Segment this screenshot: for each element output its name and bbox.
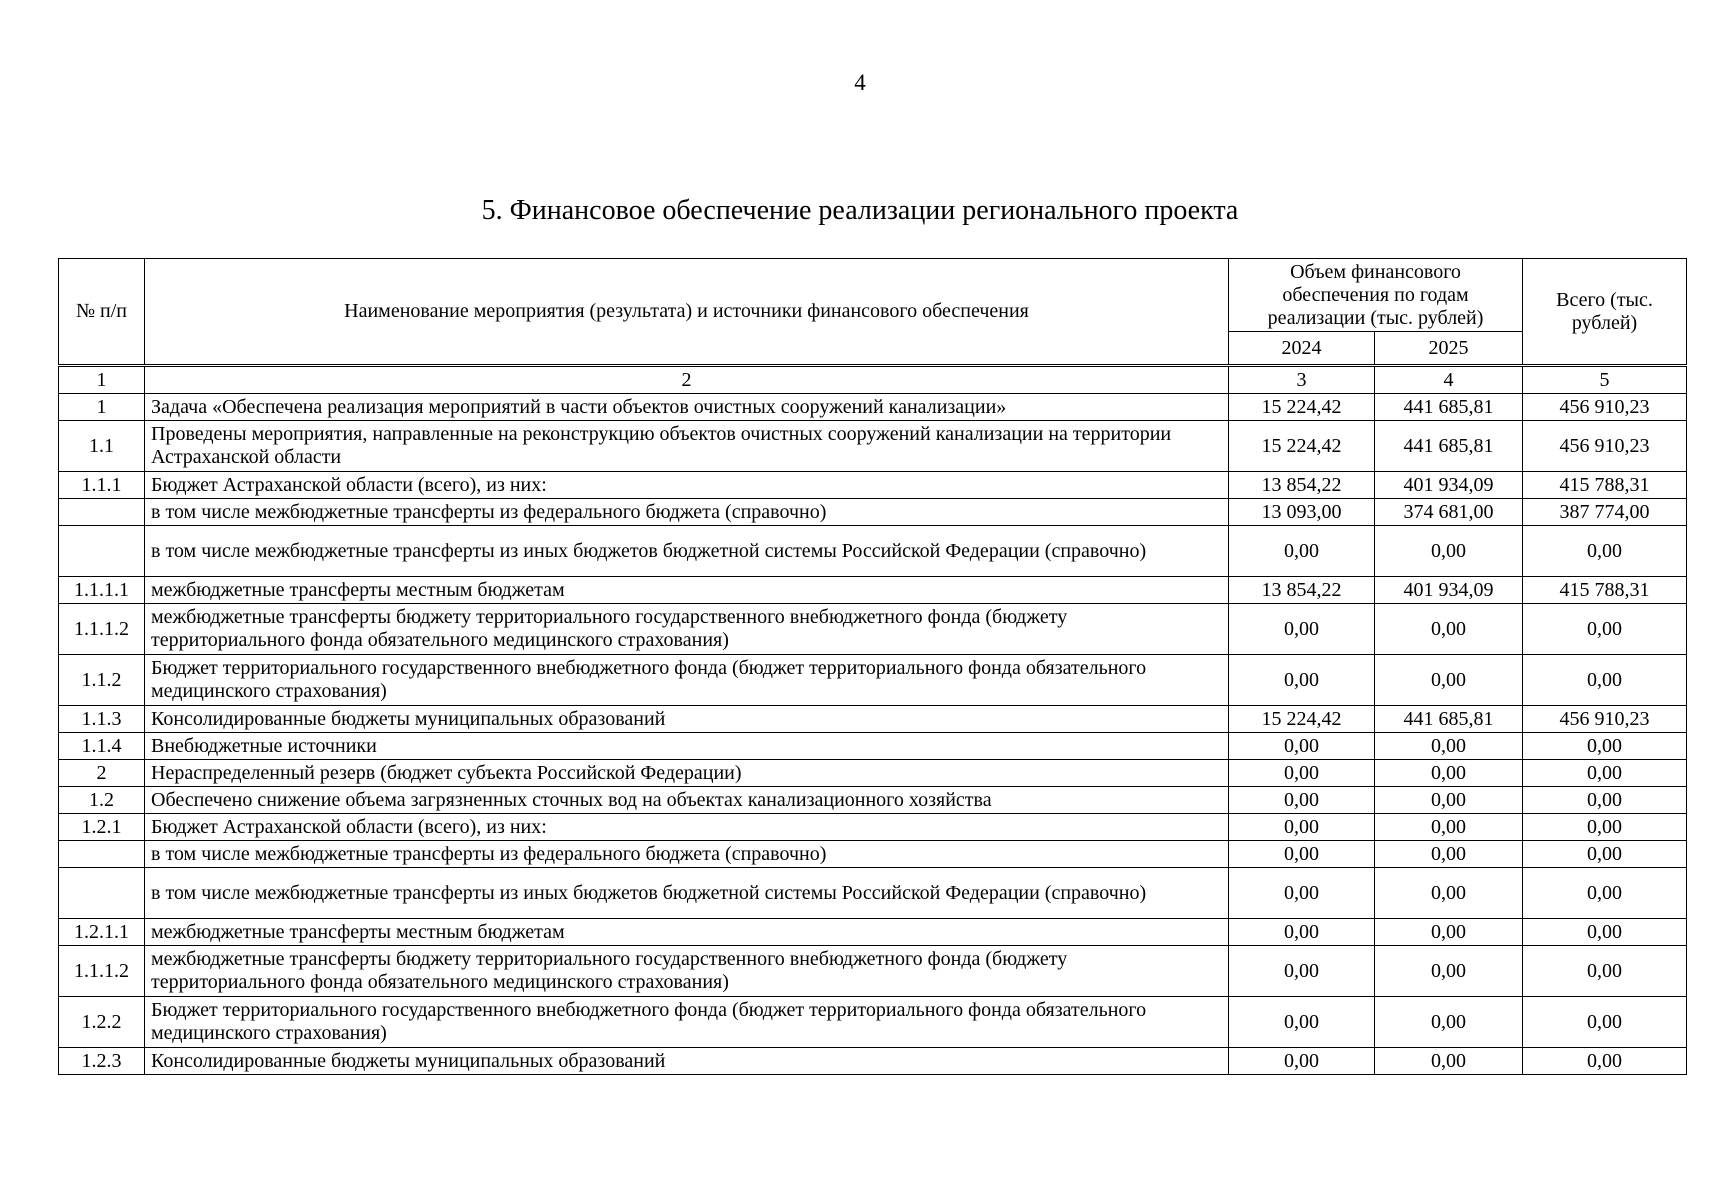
row-value-2024: 0,00 [1229,733,1375,760]
row-value-total: 0,00 [1523,946,1687,997]
row-number: 1.1.1.2 [59,604,145,655]
row-number: 2 [59,760,145,787]
row-number: 1.2.3 [59,1048,145,1075]
row-value-2025: 0,00 [1375,526,1523,577]
row-value-total: 0,00 [1523,604,1687,655]
row-number: 1.2.1.1 [59,919,145,946]
table-row [59,706,1687,733]
row-value-2025: 0,00 [1375,787,1523,814]
row-value-2024: 0,00 [1229,787,1375,814]
row-value-total: 415 788,31 [1523,577,1687,604]
row-value-2025: 0,00 [1375,997,1523,1048]
row-value-total: 0,00 [1523,655,1687,706]
row-value-2025: 0,00 [1375,919,1523,946]
row-value-total: 456 910,23 [1523,706,1687,733]
table-row [59,919,1687,946]
row-value-total: 0,00 [1523,868,1687,919]
table-row [59,733,1687,760]
row-number: 1 [59,394,145,421]
row-name: межбюджетные трансферты бюджету территориального государственного внебюджетного фонда (бюджету территориального фонда обязательного медицинского страхования) [145,946,1229,997]
row-value-2024: 0,00 [1229,814,1375,841]
row-number: 1.1.3 [59,706,145,733]
row-value-2025: 0,00 [1375,760,1523,787]
row-number: 1.1 [59,421,145,472]
column-number: 4 [1375,366,1523,394]
row-name: Бюджет Астраханской области (всего), из них: [145,814,1229,841]
row-value-2024: 0,00 [1229,760,1375,787]
row-number: 1.2.1 [59,814,145,841]
row-name: Консолидированные бюджеты муниципальных образований [145,1048,1229,1075]
table-row [59,526,1687,577]
table-row [59,997,1687,1048]
table-body [59,366,1687,1075]
row-number [59,499,145,526]
column-number-row [59,366,1687,394]
row-value-2025: 0,00 [1375,868,1523,919]
row-value-2024: 0,00 [1229,841,1375,868]
row-number: 1.1.1.1 [59,577,145,604]
row-number: 1.2 [59,787,145,814]
row-value-2024: 0,00 [1229,526,1375,577]
row-value-2025: 441 685,81 [1375,394,1523,421]
header-name: Наименование мероприятия (результата) и источники финансового обеспечения [145,259,1229,366]
row-value-2025: 0,00 [1375,841,1523,868]
table-row [59,814,1687,841]
row-value-total: 0,00 [1523,787,1687,814]
row-value-total: 415 788,31 [1523,472,1687,499]
row-value-total: 0,00 [1523,526,1687,577]
row-number: 1.1.4 [59,733,145,760]
table-row [59,472,1687,499]
table-row [59,655,1687,706]
row-value-2025: 441 685,81 [1375,421,1523,472]
row-name: межбюджетные трансферты местным бюджетам [145,919,1229,946]
row-number: 1.2.2 [59,997,145,1048]
row-value-2025: 0,00 [1375,604,1523,655]
row-value-2024: 15 224,42 [1229,421,1375,472]
table-header [59,259,1687,366]
row-value-2024: 0,00 [1229,946,1375,997]
row-value-2024: 13 854,22 [1229,472,1375,499]
row-value-2024: 0,00 [1229,919,1375,946]
row-value-2025: 441 685,81 [1375,706,1523,733]
row-value-total: 387 774,00 [1523,499,1687,526]
column-number: 2 [145,366,1229,394]
table-row [59,577,1687,604]
row-value-2024: 0,00 [1229,868,1375,919]
row-value-total: 0,00 [1523,997,1687,1048]
financing-table [58,258,1687,1075]
table-row [59,946,1687,997]
row-value-2024: 0,00 [1229,655,1375,706]
row-value-2024: 15 224,42 [1229,706,1375,733]
row-number: 1.1.1.2 [59,946,145,997]
column-number: 5 [1523,366,1687,394]
row-value-2025: 401 934,09 [1375,577,1523,604]
row-value-2024: 0,00 [1229,1048,1375,1075]
row-value-total: 0,00 [1523,841,1687,868]
row-name: межбюджетные трансферты местным бюджетам [145,577,1229,604]
row-value-2025: 374 681,00 [1375,499,1523,526]
row-value-2024: 15 224,42 [1229,394,1375,421]
row-name: Консолидированные бюджеты муниципальных образований [145,706,1229,733]
row-number: 1.1.1 [59,472,145,499]
row-value-2025: 0,00 [1375,655,1523,706]
column-number: 1 [59,366,145,394]
row-value-2024: 13 854,22 [1229,577,1375,604]
row-value-2025: 0,00 [1375,1048,1523,1075]
row-name: в том числе межбюджетные трансферты из иных бюджетов бюджетной системы Российской Федерации (справочно) [145,868,1229,919]
header-year-2025: 2025 [1375,332,1523,366]
header-year-2024: 2024 [1229,332,1375,366]
row-name: Бюджет территориального государственного внебюджетного фонда (бюджет территориального фонда обязательного медицинского страхования) [145,655,1229,706]
row-value-total: 456 910,23 [1523,394,1687,421]
row-value-2025: 0,00 [1375,946,1523,997]
header-total: Всего (тыс. рублей) [1523,259,1687,366]
row-value-2025: 0,00 [1375,814,1523,841]
row-name: Нераспределенный резерв (бюджет субъекта Российской Федерации) [145,760,1229,787]
row-value-total: 0,00 [1523,760,1687,787]
row-value-total: 0,00 [1523,733,1687,760]
row-number: 1.1.2 [59,655,145,706]
row-name: Бюджет территориального государственного внебюджетного фонда (бюджет территориального фонда обязательного медицинского страхования) [145,997,1229,1048]
row-value-total: 0,00 [1523,1048,1687,1075]
header-num: № п/п [59,259,145,366]
row-name: в том числе межбюджетные трансферты из федерального бюджета (справочно) [145,499,1229,526]
page-number: 4 [854,70,866,95]
table-row [59,1048,1687,1075]
page-title: 5. Финансовое обеспечение реализации регионального проекта [481,195,1239,226]
header-years-group: Объем финансового обеспечения по годам реализации (тыс. рублей) [1229,259,1523,332]
row-name: Бюджет Астраханской области (всего), из них: [145,472,1229,499]
row-number [59,841,145,868]
row-name: Обеспечено снижение объема загрязненных сточных вод на объектах канализационного хозяйства [145,787,1229,814]
row-value-total: 456 910,23 [1523,421,1687,472]
row-value-2024: 0,00 [1229,604,1375,655]
table-row [59,868,1687,919]
column-number: 3 [1229,366,1375,394]
row-name: Задача «Обеспечена реализация мероприятий в части объектов очистных сооружений канализации» [145,394,1229,421]
row-number [59,868,145,919]
row-value-total: 0,00 [1523,814,1687,841]
row-name: Внебюджетные источники [145,733,1229,760]
row-name: в том числе межбюджетные трансферты из федерального бюджета (справочно) [145,841,1229,868]
row-value-total: 0,00 [1523,919,1687,946]
table-row [59,421,1687,472]
table-row [59,841,1687,868]
row-value-2024: 0,00 [1229,997,1375,1048]
row-name: Проведены мероприятия, направленные на реконструкцию объектов очистных сооружений канализации на территории Астраханской области [145,421,1229,472]
table-row [59,394,1687,421]
table-row [59,499,1687,526]
table-row [59,760,1687,787]
row-name: межбюджетные трансферты бюджету территориального государственного внебюджетного фонда (бюджету территориального фонда обязательного медицинского страхования) [145,604,1229,655]
row-value-2024: 13 093,00 [1229,499,1375,526]
row-value-2025: 401 934,09 [1375,472,1523,499]
table-row [59,604,1687,655]
table-row [59,787,1687,814]
row-value-2025: 0,00 [1375,733,1523,760]
row-number [59,526,145,577]
row-name: в том числе межбюджетные трансферты из иных бюджетов бюджетной системы Российской Федерации (справочно) [145,526,1229,577]
